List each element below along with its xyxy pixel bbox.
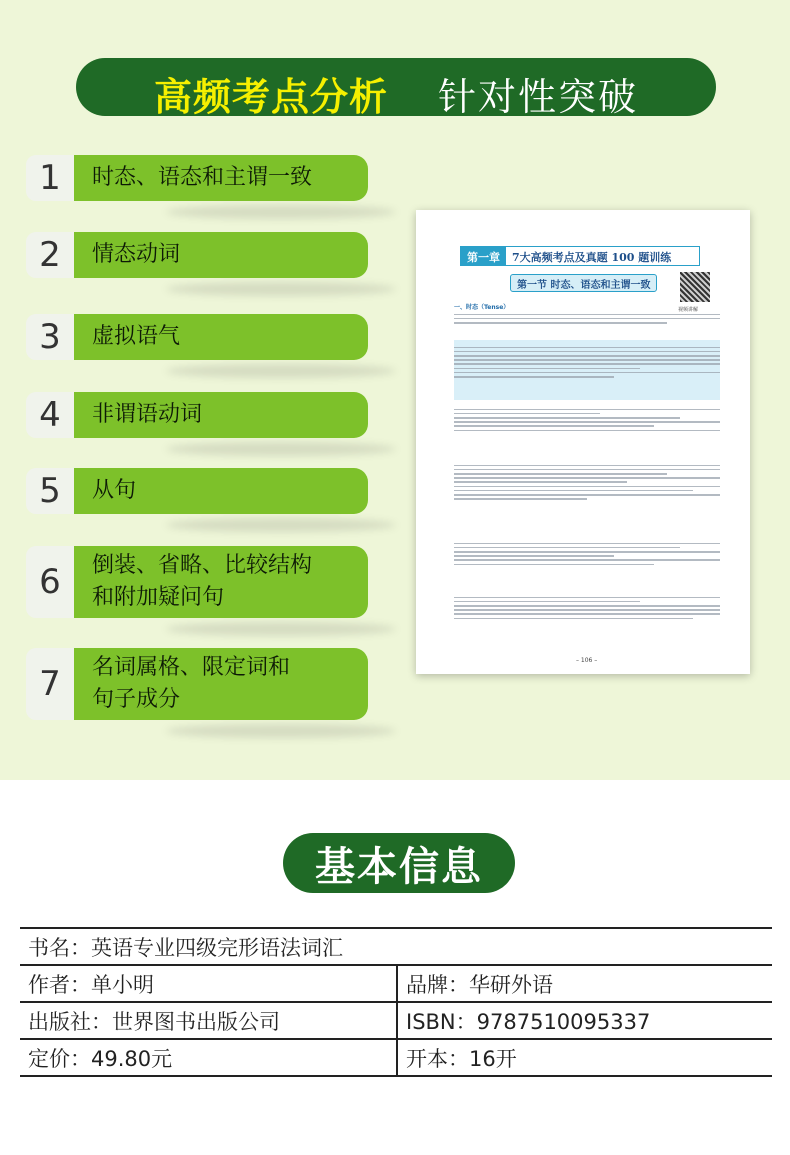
topic-number: 2 [26, 232, 74, 278]
headline-highlight: 高频考点分析 [154, 75, 389, 119]
price-cell: 定价：49.80元 [28, 1046, 173, 1071]
book-name-cell: 书名：英语专业四级完形语法词汇 [28, 935, 343, 960]
topic-label: 名词属格、限定词和 句子成分 [74, 648, 368, 720]
section-title: 第一节 时态、语态和主谓一致 [510, 274, 657, 292]
body-heading: 一、时态（Tense） [454, 304, 510, 311]
qr-caption: 视频讲解 [678, 307, 699, 313]
topic-number: 6 [26, 546, 74, 618]
format-cell: 开本：16开 [396, 1040, 772, 1075]
table-row [20, 1040, 772, 1077]
topic-number: 5 [26, 468, 74, 514]
headline-subtitle: 针对性突破 [438, 75, 639, 119]
topic-label: 情态动词 [74, 232, 368, 278]
topic-label: 时态、语态和主谓一致 [74, 155, 368, 201]
table-row [20, 929, 772, 966]
topic-label: 倒装、省略、比较结构 和附加疑问句 [74, 546, 368, 618]
author-cell: 作者：单小明 [28, 972, 154, 997]
info-table [20, 927, 772, 1077]
topic-label: 从句 [74, 468, 368, 514]
qr-code-icon [680, 272, 710, 302]
publisher-cell: 出版社：世界图书出版公司 [28, 1009, 280, 1034]
headline-banner [76, 58, 716, 119]
topic-number: 1 [26, 155, 74, 201]
brand-cell: 品牌：华研外语 [396, 966, 772, 1001]
topic-number: 4 [26, 392, 74, 438]
topic-label: 虚拟语气 [74, 314, 368, 360]
body-text-block [454, 302, 720, 326]
topic-number: 7 [26, 648, 74, 720]
chapter-header [460, 246, 700, 266]
chapter-label: 第一章 [461, 247, 506, 265]
topic-number: 3 [26, 314, 74, 360]
page-number: – 106 – [576, 657, 598, 664]
info-section-title: 基本信息 [283, 833, 515, 893]
table-row [20, 1003, 772, 1040]
topic-label: 非谓语动词 [74, 392, 368, 438]
sample-page-preview [416, 210, 750, 674]
isbn-cell: ISBN：9787510095337 [396, 1003, 772, 1038]
chapter-title: 7大高频考点及真题 100 题训练 [512, 251, 672, 264]
table-row [20, 966, 772, 1003]
